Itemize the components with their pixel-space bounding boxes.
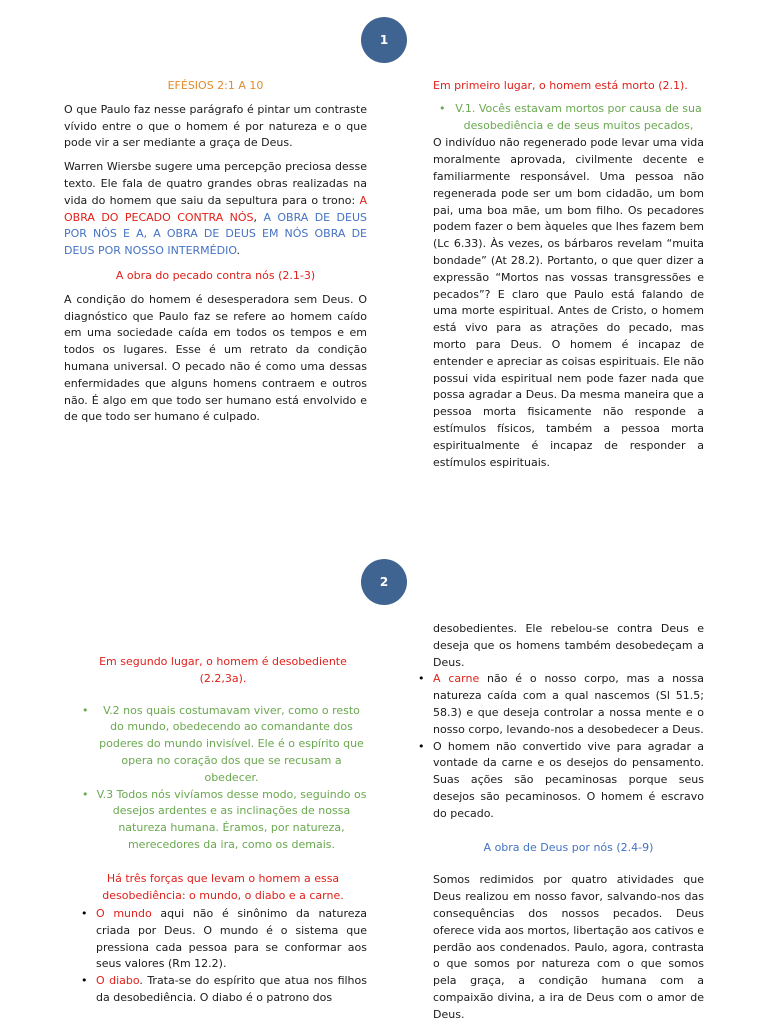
highlight-blue: A OBRA DE DEUS POR NÓS E A, A OBRA DE DEUS EM NÓS OBRA DE DEUS POR NOSSO INTERMÉDIO [64,210,368,258]
term-world: O mundo [96,907,152,920]
list-item [415,671,704,738]
list-item: • O homem não convertido vive para agradar a vontade da carne e os desejos do pensamento. Suas ações são pecaminosas porque seus desejos são pecaminosos. O homem é escravo do pecado. [415,739,704,823]
punctuation: . [236,244,241,258]
list-item [78,906,367,973]
item-text: não é o nosso corpo, mas a nossa natureza caída com a qual nascemos (Sl 51.5; 58.3) e que deseja controlar a nossa mente e o nosso corpo, levando-nos a desobedecer a Deus. [433,672,704,736]
page-number-badge: 2 [361,559,407,605]
page2-left-list [78,906,367,1007]
paragraph [64,159,367,260]
section-heading: Em primeiro lugar, o homem está morto (2.1). [433,79,688,92]
paragraph: Somos redimidos por quatro atividades que Deus realizou em nosso favor, salvando-nos das consequências dos nossos pecados. Deus oferece vida aos mortos, libertação aos cativos e perdão aos condenados. Paulo, agora, contrasta o que somos por natureza com o que somos pela graça, a condição humana com a compaixão divina, a ira de Deus com o amor de Deus. [433,873,704,1021]
forces-list [78,906,367,1007]
term-devil: O diabo [96,974,140,988]
paragraph-continuation: desobedientes. Ele rebelou-se contra Deus e deseja que os homens também desobedeçam a Deus. [433,622,704,669]
page2-right-column [433,621,704,1024]
page1-left-column [64,78,367,426]
page-number-badge: 1 [361,17,407,63]
punctuation: , [253,210,264,224]
list-item [78,973,367,1007]
section-heading: Em segundo lugar, o homem é desobediente (2.2,3a). [99,655,347,685]
forces-list-continued [415,671,704,822]
paragraph: O que Paulo faz nesse parágrafo é pintar um contraste vívido entre o que o homem é por natureza e o que pode vir a ser mediante a graça de Deus. [64,102,367,150]
paragraph: O indivíduo não regenerado pode levar uma vida moralmente aprovada, civilmente decente e familiarmente responsável. Uma pessoa não regenerada pode ser um bom cidadão, um bom pai, uma boa mãe, um bom filho. Os pecadores podem fazer o bem àqueles que lhes fazem bem (Lc 6.33). Às vezes, os bárbaros revelam “muita bondade” (At 28.2). Portanto, o que quer dizer a expressão “Mortos nas vossas transgressões e pecados”? E claro que Paulo está falando de uma morte espiritual. Antes de Cristo, o homem está vivo para as atrações do pecado, mas morto para Deus. O homem é incapaz de entender e apreciar as coisas espirituais. Ele não possui vida espiritual nem pode fazer nada que possa agradar a Deus. Da mesma maneira que a pessoa morta fisicamente não responde a estímulos físicos, também a pessoa morta espiritualmente é incapaz de responder a estímulos espirituais. [433,136,704,469]
highlight-red: A OBRA DO PECADO CONTRA NÓS [64,193,367,224]
subheading: A obra do pecado contra nós (2.1-3) [115,268,316,282]
subheading: Há três forças que levam o homem a essa desobediência: o mundo, o diabo e a carne. [102,871,344,902]
subheading: A obra de Deus por nós (2.4-9) [483,840,654,854]
paragraph: A condição do homem é desesperadora sem Deus. O diagnóstico que Paulo faz se refere ao homem caído em uma sociedade caída em todos os tempos e em todos os lugares. Esse é um retrato da condição humana universal. O pecado não é como uma dessas enfermidades que alguns homens contraem e outros não. É algo em que todo ser humano está envolvido e de que todo ser humano é culpado. [64,292,367,424]
verse-list [433,101,704,135]
term-flesh: A carne [433,672,480,686]
item-text: . Trata-se do espírito que atua nos filhos da desobediência. O diabo é o patrono dos [96,974,367,1004]
page1-right-column [433,78,704,471]
page2-left-column [79,654,367,904]
section-heading: EFÉSIOS 2:1 A 10 [167,79,264,92]
verse-item: • V.2 nos quais costumavam viver, como o resto do mundo, obedecendo ao comandante dos poderes do mundo invisível. Ele é o espírito que opera no coração dos que se recusam a obedecer. [96,703,367,787]
verse-list [79,703,367,854]
paragraph-text: Warren Wiersbe sugere uma percepção preciosa desse texto. Ele fala de quatro grandes obras realizadas na vida do homem que saiu da sepultura para o trono: [64,160,367,207]
verse-item: • V.1. Vocês estavam mortos por causa de sua desobediência e de seus muitos pecados, [453,101,704,135]
verse-item: • V.3 Todos nós vivíamos desse modo, seguindo os desejos ardentes e as inclinações de nossa natureza humana. Éramos, por natureza, merecedores da ira, como os demais. [96,787,367,854]
item-text: aqui não é sinônimo da natureza criada por Deus. O mundo é o sistema que pressiona cada pessoa para se conformar aos seus valores (Rm 12.2). [96,907,368,971]
